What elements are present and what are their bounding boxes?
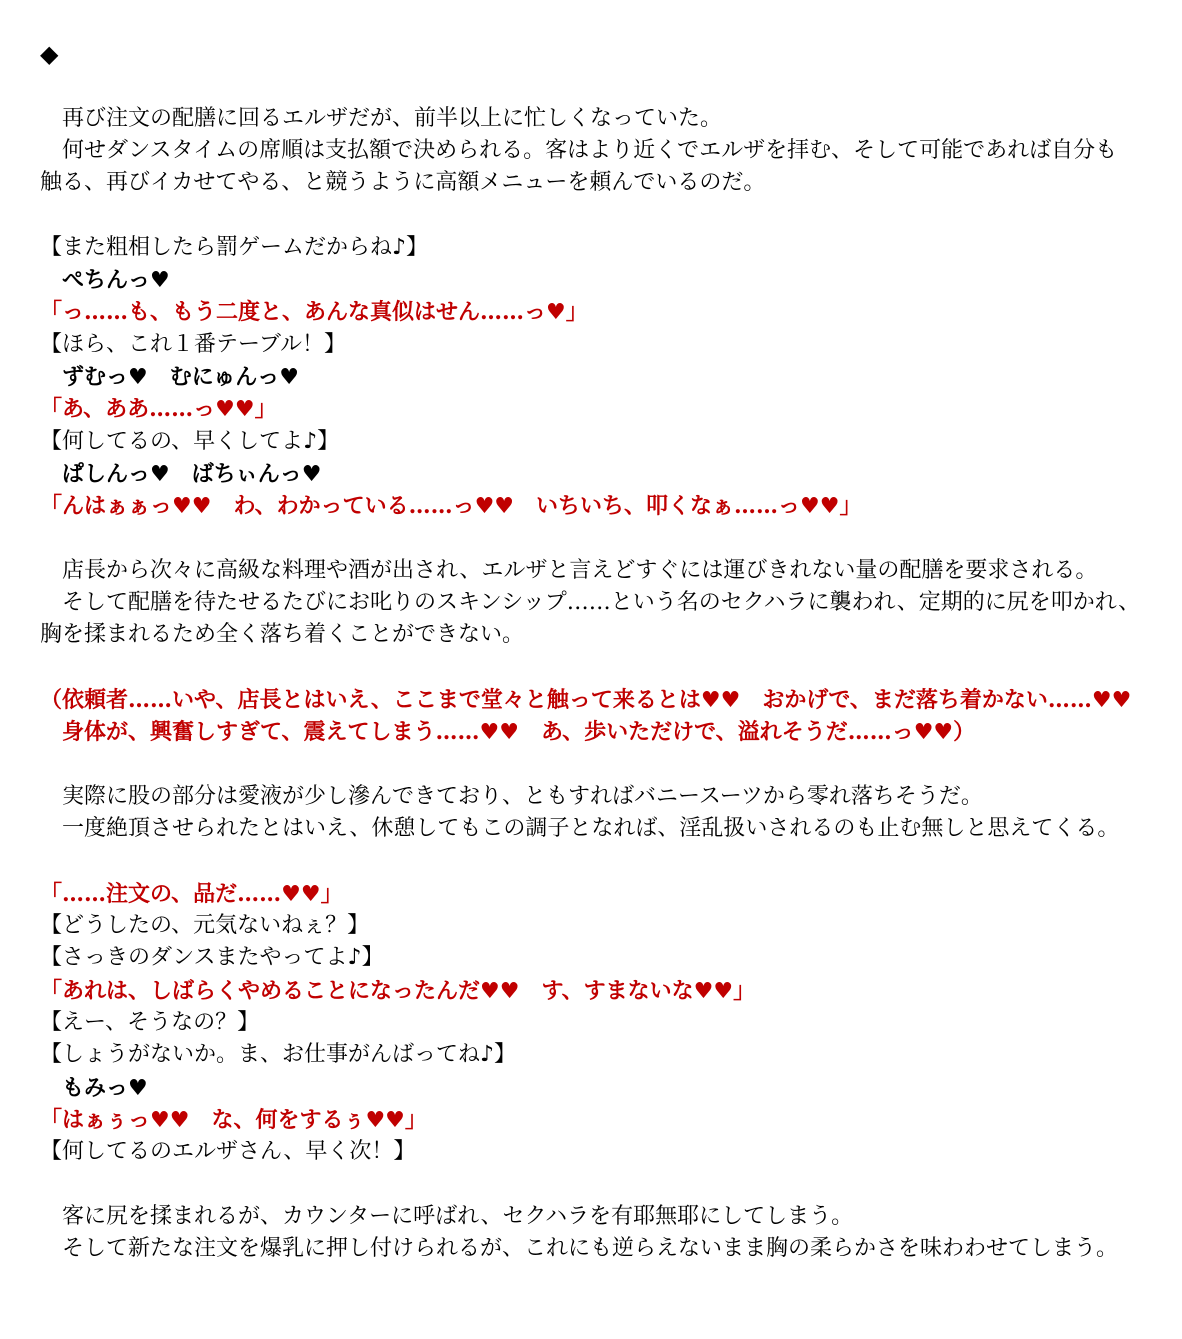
text-line: 【何してるのエルザさん、早く次！】 bbox=[40, 1139, 416, 1165]
text-line: 実際に股の部分は愛液が少し滲んできており、ともすればバニースーツから零れ落ちそうだ。 bbox=[40, 783, 983, 809]
text-line: 【何してるの、早くしてよ♪】 bbox=[40, 428, 340, 454]
blank-line bbox=[40, 749, 1150, 781]
sound-effect-line: ぱしんっ♥ ばちぃんっ♥ bbox=[40, 460, 322, 487]
dialogue-line: 「んはぁぁっ♥♥ わ、わかっている……っ♥♥ いちいち、叩くなぁ……っ♥♥」 bbox=[40, 493, 862, 520]
text-line: 客に尻を揉まれるが、カウンターに呼ばれ、セクハラを有耶無耶にしてしまう。 bbox=[40, 1203, 854, 1229]
dialogue-line: 「……注文の、品だ……♥♥」 bbox=[40, 880, 343, 907]
text-line: そして配膳を待たせるたびにお叱りのスキンシップ……という名のセクハラに襲われ、定期的に尻を叩かれ、 bbox=[40, 590, 1141, 616]
blank-line bbox=[40, 652, 1150, 684]
text-line: そして新たな注文を爆乳に押し付けられるが、これにも逆らえないまま胸の柔らかさを味わわせてしまう。 bbox=[40, 1235, 1119, 1261]
document-body bbox=[40, 38, 1150, 1265]
blank-line bbox=[40, 1168, 1150, 1200]
sound-effect-line: ぺちんっ♥ bbox=[40, 267, 170, 294]
text-line: 【また粗相したら罰ゲームだからね♪】 bbox=[40, 234, 429, 260]
sound-effect-line: ずむっ♥ むにゅんっ♥ bbox=[40, 363, 300, 390]
text-line: 胸を揉まれるため全く落ち着くことができない。 bbox=[40, 622, 525, 648]
text-line: 再び注文の配膳に回るエルザだが、前半以上に忙しくなっていた。 bbox=[40, 105, 723, 131]
text-line: 触る、再びイカせてやる、と競うように高額メニューを頼んでいるのだ。 bbox=[40, 170, 766, 196]
dialogue-line: 「あれは、しばらくやめることになったんだ♥♥ す、すまないな♥♥」 bbox=[40, 977, 756, 1004]
dialogue-line: 身体が、興奮しすぎて、震えてしまう……♥♥ あ、歩いただけで、溢れそうだ……っ♥♥） bbox=[40, 719, 976, 746]
sound-effect-line: もみっ♥ bbox=[40, 1074, 148, 1101]
text-line: 【しょうがないか。ま、お仕事がんばってね♪】 bbox=[40, 1042, 517, 1068]
text-line: 一度絶頂させられたとはいえ、休憩してもこの調子となれば、淫乱扱いされるのも止む無しと思えてくる。 bbox=[40, 816, 1120, 842]
section-marker: ◆ bbox=[40, 40, 59, 68]
text-line: 店長から次々に高級な料理や酒が出され、エルザと言えどすぐには運びきれない量の配膳を要求される。 bbox=[40, 557, 1098, 583]
blank-line bbox=[40, 70, 1150, 102]
blank-line bbox=[40, 199, 1150, 231]
text-line: 【さっきのダンスまたやってよ♪】 bbox=[40, 945, 384, 971]
dialogue-line: 「はぁぅっ♥♥ な、何をするぅ♥♥」 bbox=[40, 1106, 427, 1133]
dialogue-line: （依頼者……いや、店長とはいえ、ここまで堂々と触って来るとは♥♥ おかげで、まだ落ち着かない……♥♥ bbox=[40, 686, 1132, 713]
text-line: 【どうしたの、元気ないねぇ？】 bbox=[40, 913, 370, 939]
dialogue-line: 「っ……も、もう二度と、あんな真似はせん……っ♥」 bbox=[40, 299, 588, 326]
text-line: 何せダンスタイムの席順は支払額で決められる。客はより近くでエルザを拝む、そして可能であれば自分も bbox=[40, 137, 1118, 163]
blank-line bbox=[40, 845, 1150, 877]
text-line: 【ほら、これ１番テーブル！】 bbox=[40, 331, 347, 357]
dialogue-line: 「あ、ああ……っ♥♥」 bbox=[40, 396, 277, 423]
text-line: 【えー、そうなの？】 bbox=[40, 1009, 260, 1035]
blank-line bbox=[40, 522, 1150, 554]
